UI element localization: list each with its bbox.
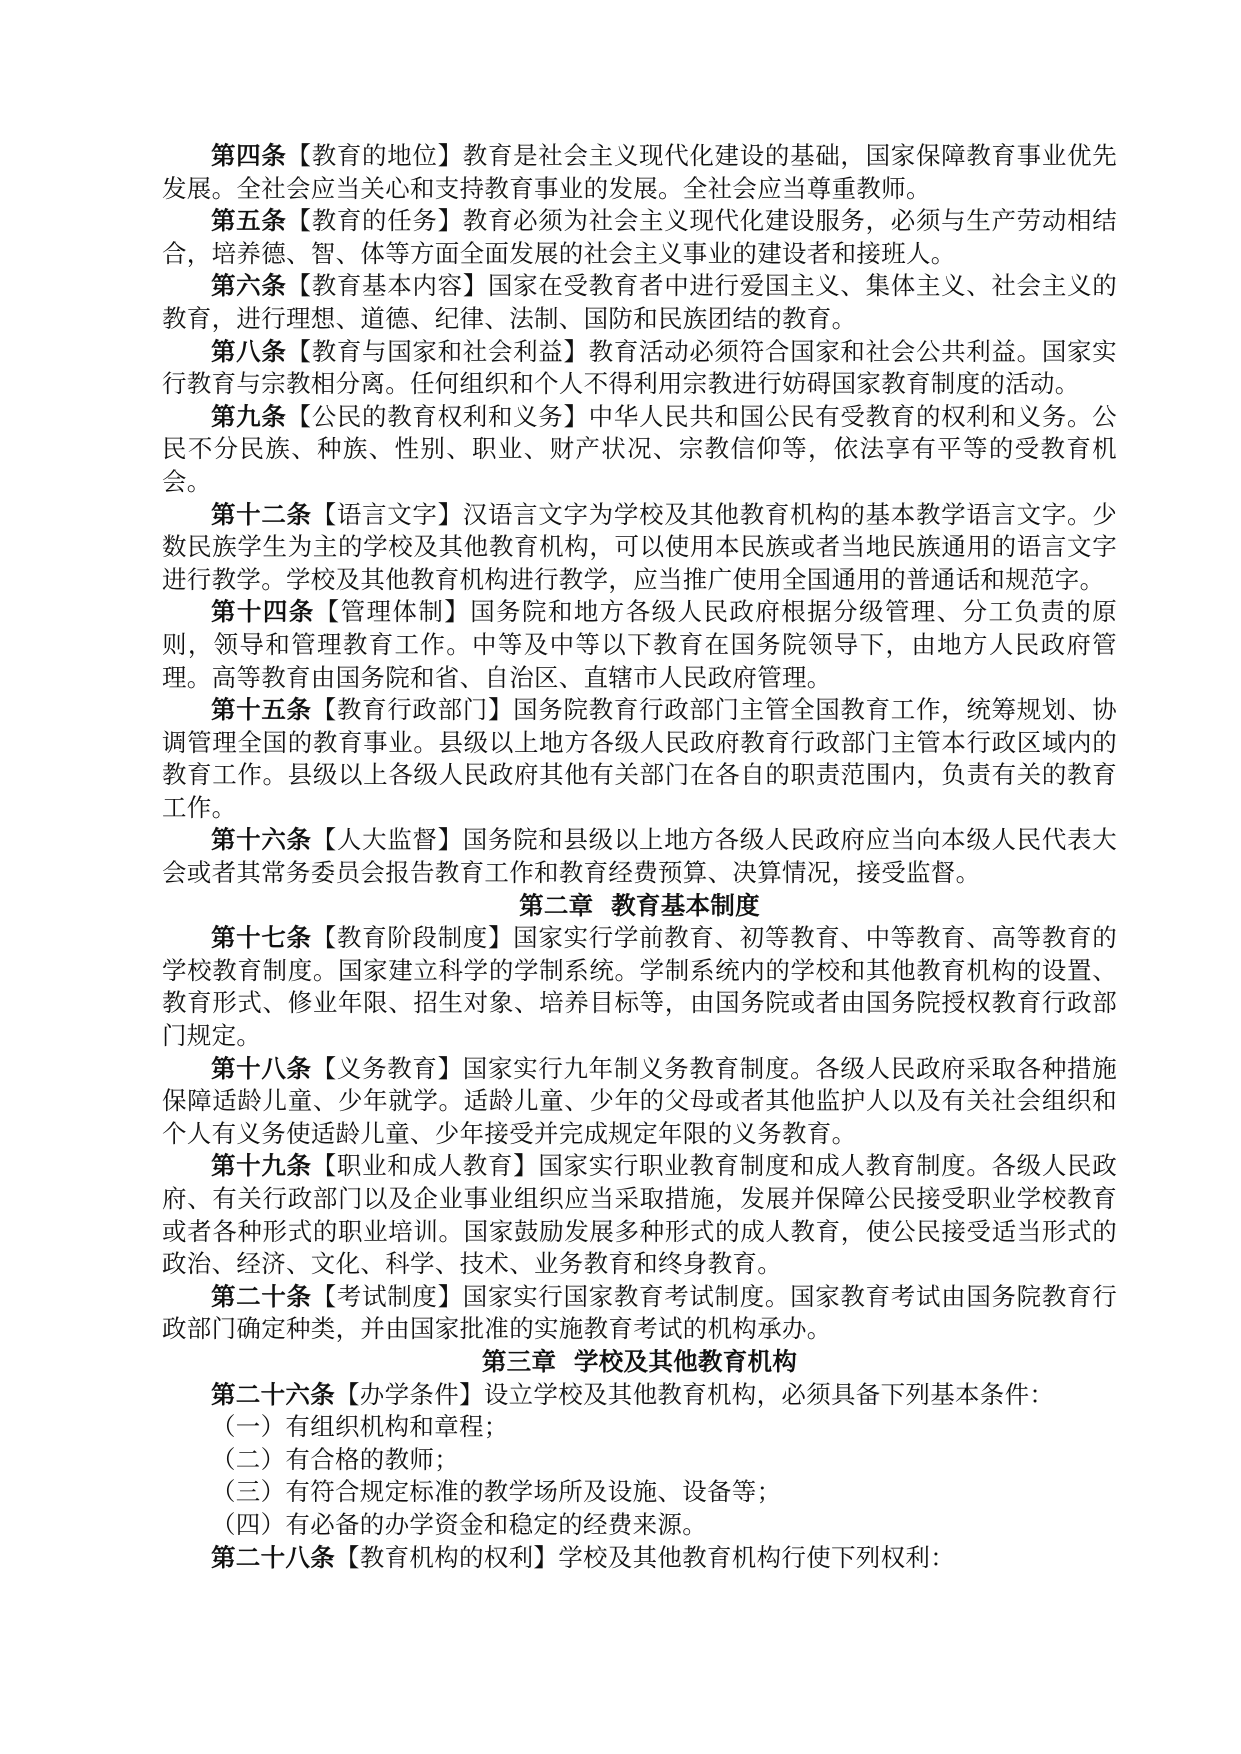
list-item: （二）有合格的教师；: [211, 1444, 459, 1474]
article-number: 第二十条: [211, 1281, 312, 1311]
article-text: 国务院和地方各级人民政府根据分级管理、分工负责的原则，领导和管理教育工作。中等及中等以下教育在国务院领导下，由地方人民政府管理。高等教育由国务院和省、自治区、直辖市人民政府管理。: [162, 597, 1117, 692]
article-text: 教育活动必须符合国家和社会公共利益。国家实行教育与宗教相分离。任何组织和个人不得利用宗教进行妨碍国家教育制度的活动。: [162, 336, 1117, 399]
article-text: 国务院和县级以上地方各级人民政府应当向本级人民代表大会或者其常务委员会报告教育工作和教育经费预算、决算情况，接受监督。: [162, 825, 1117, 888]
article-number: 第九条: [211, 401, 287, 431]
article-number: 第八条: [211, 336, 287, 366]
article-paragraph: [162, 596, 1117, 694]
article-number: 第五条: [211, 206, 287, 236]
article-number: 第二十八条: [211, 1542, 335, 1572]
article-text: 国家实行学前教育、初等教育、中等教育、高等教育的学校教育制度。国家建立科学的学制系统。学制系统内的学校和其他教育机构的设置、教育形式、修业年限、招生对象、培养目标等，由国务院或者由国务院授权教育行政部门规定。: [162, 923, 1118, 1051]
article-number: 第四条: [211, 141, 287, 170]
article-text: 国家在受教育者中进行爱国主义、集体主义、社会主义的教育，进行理想、道德、纪律、法制、国防和民族团结的教育。: [162, 271, 1117, 333]
article-title: 【教育与国家和社会利益】: [286, 336, 589, 366]
article-paragraph: [162, 270, 1117, 335]
article-paragraph: [162, 140, 1117, 205]
article-text: 汉语言文字为学校及其他教育机构的基本教学语言文字。少数民族学生为主的学校及其他教育机构，可以使用本民族或者当地民族通用的语言文字进行教学。学校及其他教育机构进行教学，应当推广使用全国通用的普通话和规范字。: [162, 499, 1117, 594]
article-title: 【教育阶段制度】: [311, 923, 514, 953]
article-text: 设立学校及其他教育机构，必须具备下列基本条件：: [483, 1379, 1055, 1409]
article-number: 第十七条: [211, 923, 312, 953]
article-title: 【管理体制】: [314, 597, 471, 627]
chapter-heading: 第三章 学校及其他教育机构: [481, 1346, 798, 1376]
article-text: 学校及其他教育机构行使下列权利：: [558, 1542, 956, 1572]
article-text: 国家实行国家教育考试制度。国家教育考试由国务院教育行政部门确定种类，并由国家批准的实施教育考试的机构承办。: [162, 1281, 1117, 1344]
article-title: 【考试制度】: [311, 1281, 463, 1311]
article-paragraph: [162, 1150, 1117, 1280]
article-text: 国家实行职业教育制度和成人教育制度。各级人民政府、有关行政部门以及企业事业组织应当采取措施，发展并保障公民接受职业学校教育或者各种形式的职业培训。国家鼓励发展多种形式的成人教育，使公民接受适当形式的政治、经济、文化、科学、技术、业务教育和终身教育。: [162, 1151, 1117, 1279]
article-title: 【人大监督】: [311, 825, 463, 855]
article-text: 教育是社会主义现代化建设的基础，国家保障教育事业优先发展。全社会应当关心和支持教育事业的发展。全社会应当尊重教师。: [162, 141, 1117, 203]
article-paragraph: [162, 922, 1117, 1052]
list-item: （三）有符合规定标准的教学场所及设施、设备等；: [211, 1477, 782, 1507]
article-title: 【语言文字】: [311, 499, 463, 529]
article-title: 【办学条件】: [335, 1379, 484, 1409]
article-paragraph: [162, 499, 1117, 597]
article-text: 中华人民共和国公民有受教育的权利和义务。公民不分民族、种族、性别、职业、财产状况、宗教信仰等，依法享有平等的受教育机会。: [162, 401, 1117, 496]
article-number: 第十二条: [211, 499, 312, 529]
article-paragraph: [162, 824, 1117, 889]
article-number: 第十五条: [211, 695, 312, 725]
article-number: 第二十六条: [211, 1379, 335, 1409]
article-paragraph: [162, 401, 1117, 499]
article-number: 第十四条: [211, 597, 315, 627]
article-paragraph: [162, 694, 1117, 824]
article-title: 【教育行政部门】: [311, 695, 514, 725]
article-number: 第十六条: [211, 825, 312, 855]
list-item: （四）有必备的办学资金和稳定的经费来源。: [211, 1509, 707, 1539]
article-paragraph: [162, 1281, 1117, 1346]
article-title: 【教育机构的权利】: [335, 1542, 559, 1572]
article-title: 【教育的任务】: [286, 206, 463, 236]
article-number: 第十八条: [211, 1053, 312, 1083]
article-paragraph: [162, 1379, 1117, 1412]
article-title: 【教育的地位】: [286, 141, 463, 170]
document-page: [162, 140, 1117, 1574]
article-title: 【教育基本内容】: [286, 271, 488, 301]
article-number: 第六条: [211, 271, 287, 301]
article-paragraph: [162, 1542, 1117, 1575]
article-title: 【公民的教育权利和义务】: [286, 401, 589, 431]
article-paragraph: [162, 205, 1117, 270]
article-paragraph: [162, 336, 1117, 401]
article-number: 第十九条: [211, 1151, 312, 1181]
chapter-heading: 第二章 教育基本制度: [519, 890, 760, 920]
article-title: 【义务教育】: [311, 1053, 463, 1083]
article-text: 国务院教育行政部门主管全国教育工作，统筹规划、协调管理全国的教育事业。县级以上地方各级人民政府教育行政部门主管本行政区域内的教育工作。县级以上各级人民政府其他有关部门在各自的职责范围内，负责有关的教育工作。: [162, 695, 1118, 822]
article-paragraph: [162, 1053, 1117, 1151]
article-text: 国家实行九年制义务教育制度。各级人民政府采取各种措施保障适龄儿童、少年就学。适龄儿童、少年的父母或者其他监护人以及有关社会组织和个人有义务使适龄儿童、少年接受并完成规定年限的义务教育。: [162, 1053, 1117, 1148]
article-title: 【职业和成人教育】: [311, 1151, 539, 1181]
list-item: （一）有组织机构和章程；: [211, 1412, 509, 1442]
article-text: 教育必须为社会主义现代化建设服务，必须与生产劳动相结合，培养德、智、体等方面全面发展的社会主义事业的建设者和接班人。: [162, 206, 1117, 268]
